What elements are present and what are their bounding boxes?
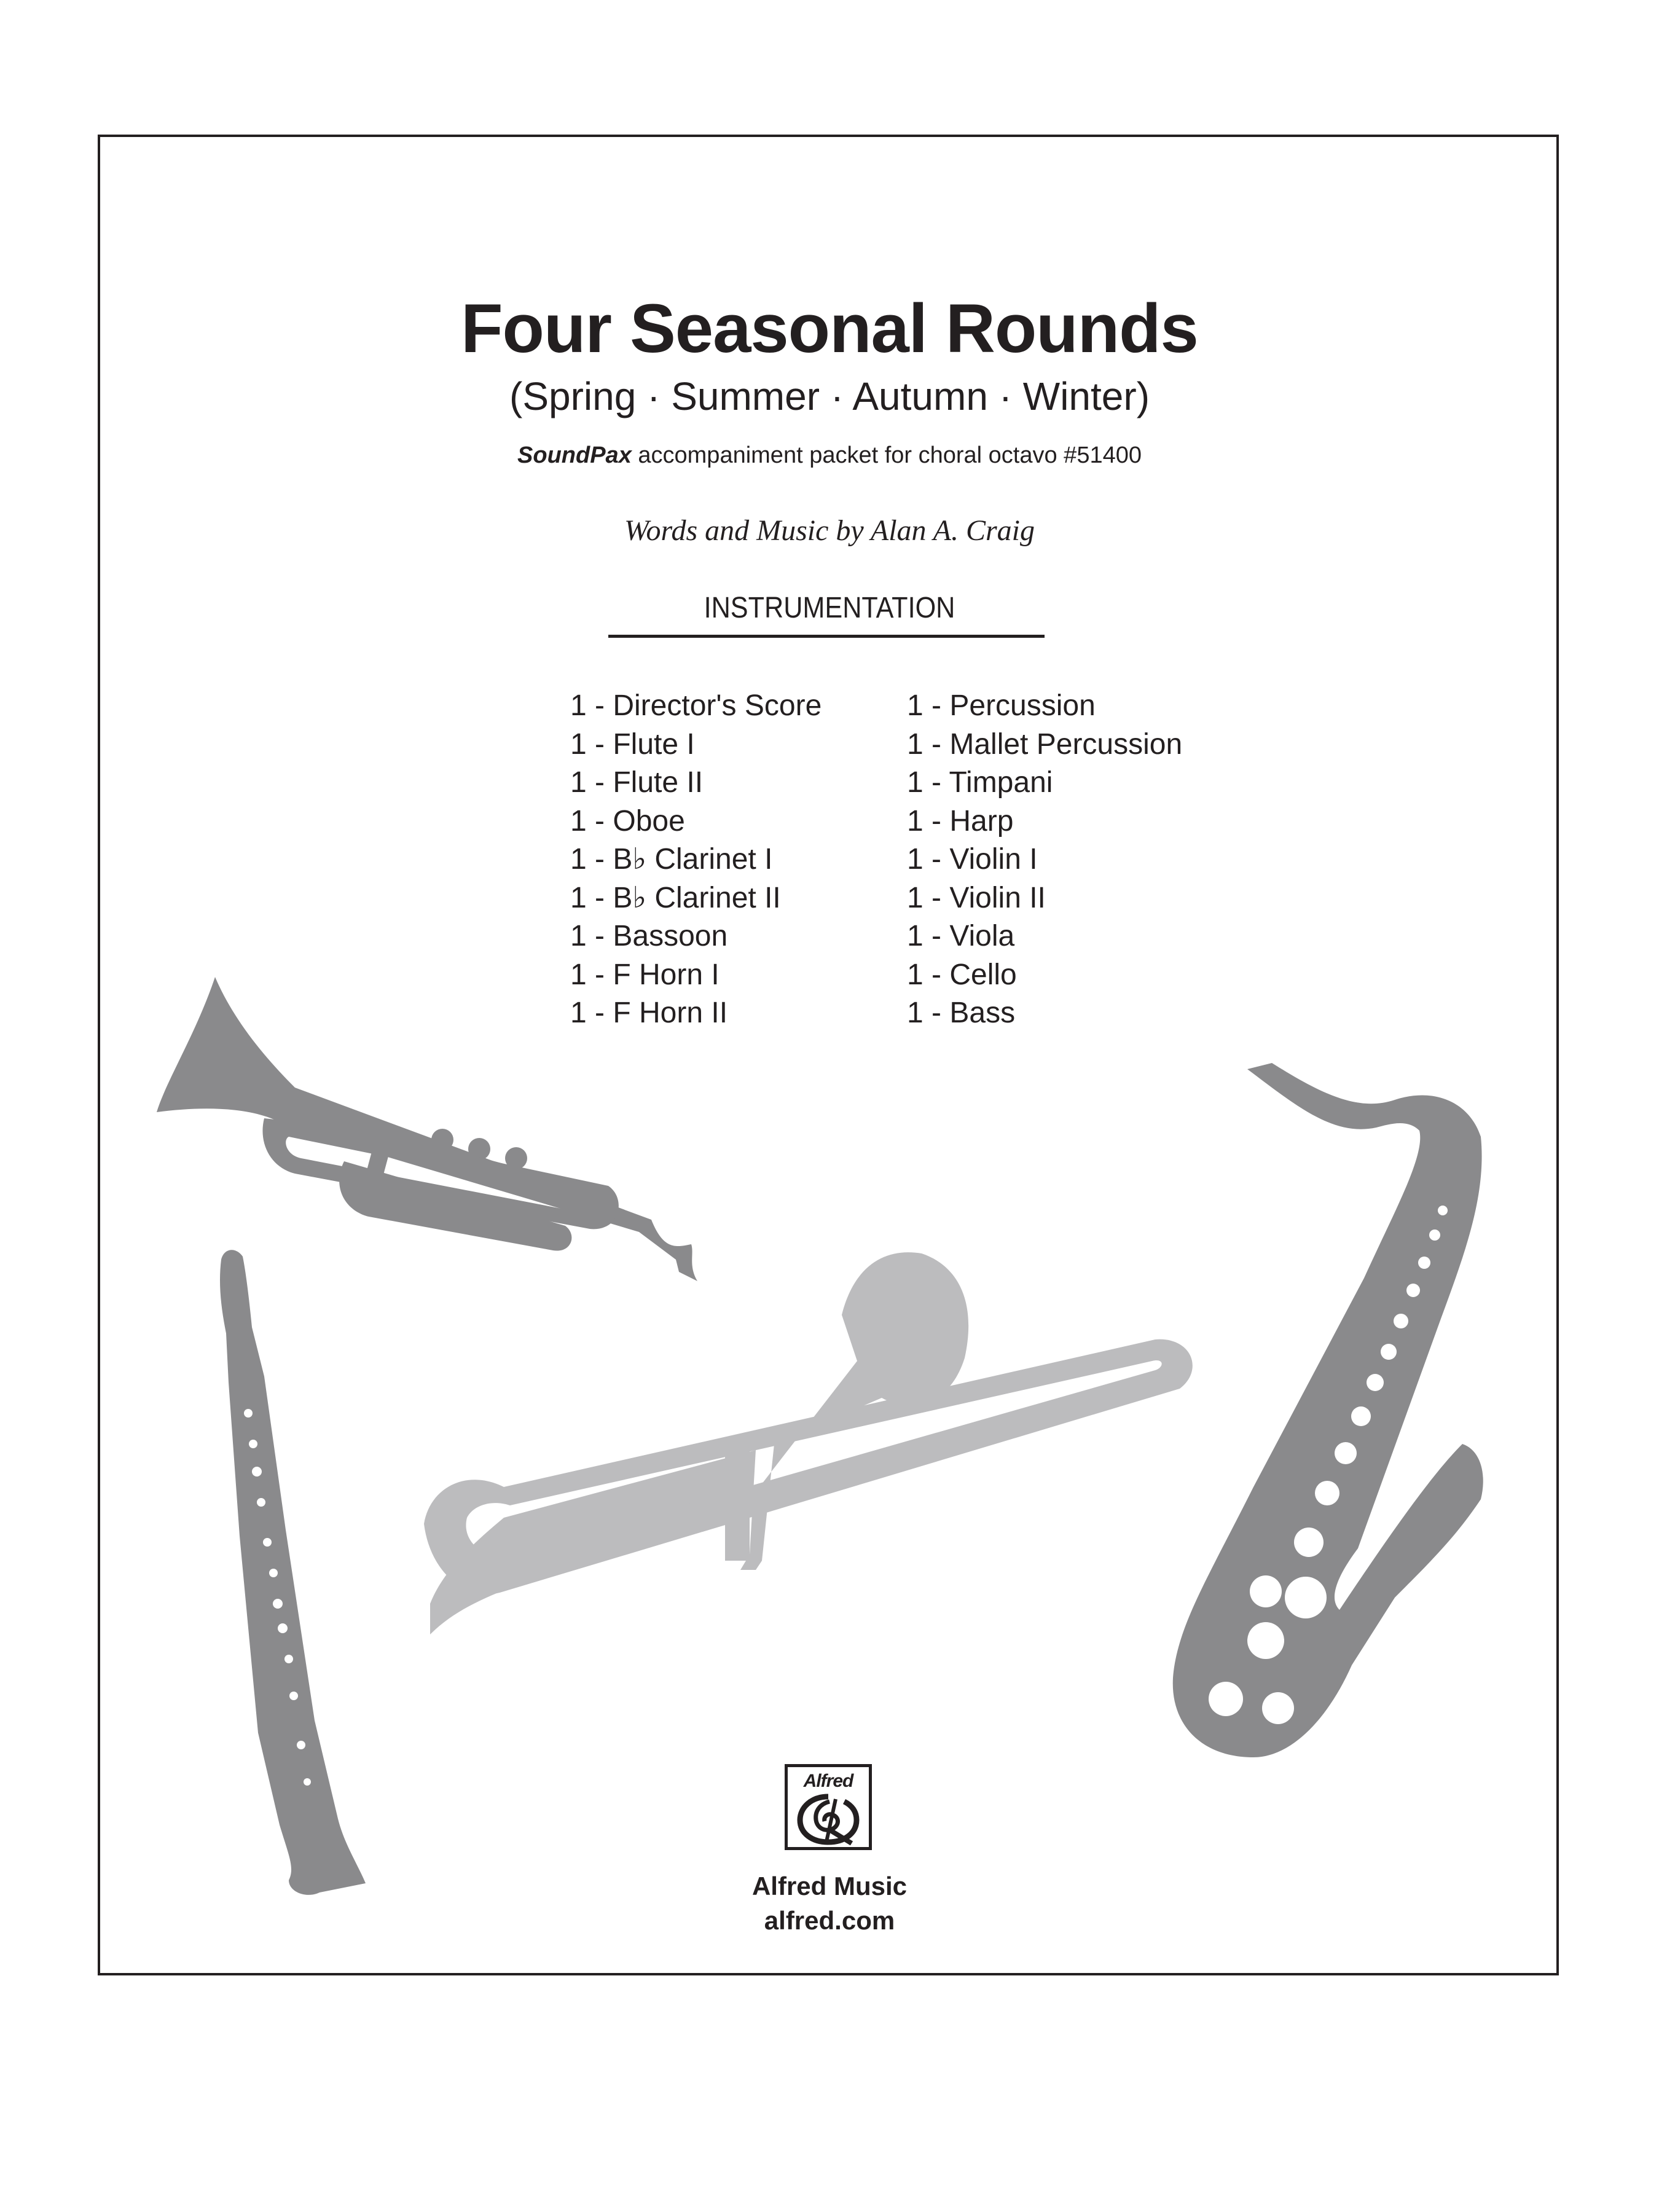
publisher-website: alfred.com <box>764 1906 895 1935</box>
instrument-list-left <box>570 687 822 1033</box>
packet-text: accompaniment packet for choral octavo #51400 <box>631 442 1142 468</box>
logo-wordmark: Alfred <box>803 1771 853 1791</box>
list-item: 1 - Timpani <box>907 766 1053 799</box>
list-item: 1 - Violin II <box>907 881 1046 914</box>
list-item: 1 - Violin I <box>907 843 1038 876</box>
saxophone-icon <box>1173 1063 1483 1757</box>
list-item: 1 - Viola <box>907 920 1015 952</box>
instrumentation-heading: INSTRUMENTATION <box>704 592 955 624</box>
list-item: 1 - Director's Score <box>570 689 822 722</box>
list-item: 1 - Flute II <box>570 766 704 799</box>
composer-credit: Words and Music by Alan A. Craig <box>624 514 1035 547</box>
list-item: 1 - Mallet Percussion <box>907 728 1183 761</box>
trombone-icon <box>424 1252 1193 1634</box>
list-item: 1 - Bassoon <box>570 920 728 952</box>
list-item: 1 - Harp <box>907 804 1014 837</box>
treble-clef-icon <box>793 1793 864 1846</box>
alfred-logo <box>785 1764 872 1850</box>
list-item: 1 - Flute I <box>570 728 695 761</box>
list-item: 1 - F Horn II <box>570 997 728 1029</box>
packet-description <box>0 442 1659 469</box>
list-item: 1 - Cello <box>907 958 1017 991</box>
subtitle: (Spring · Summer · Autumn · Winter) <box>509 374 1150 418</box>
list-item: 1 - B♭ Clarinet II <box>570 881 781 914</box>
instrument-list-right <box>907 687 1182 1033</box>
list-item: 1 - Oboe <box>570 804 685 837</box>
list-item: 1 - B♭ Clarinet I <box>570 843 773 876</box>
list-item: 1 - Percussion <box>907 689 1096 722</box>
publisher-name: Alfred Music <box>751 1872 908 1900</box>
clarinet-icon <box>220 1250 366 1895</box>
list-item: 1 - Bass <box>907 997 1016 1029</box>
page-title: Four Seasonal Rounds <box>461 290 1198 367</box>
list-item: 1 - F Horn I <box>570 958 720 991</box>
heading-divider <box>608 635 1045 638</box>
soundpax-brand: SoundPax <box>517 442 632 468</box>
